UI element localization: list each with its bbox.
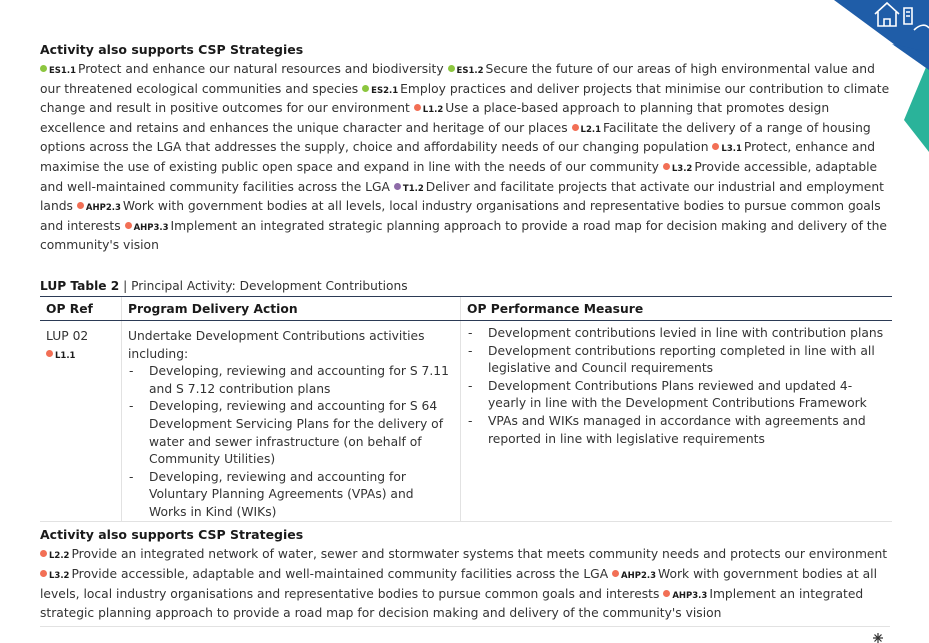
- strategy-text: Employ practices and deliver projects that minimise our contribution to climate change and result in positive outcomes for our environment: [40, 81, 890, 116]
- strategy-code: L2.1: [580, 124, 602, 135]
- table-caption-title: LUP Table 2: [40, 278, 120, 293]
- purple-dot-icon: [394, 183, 401, 190]
- orange-dot-icon: [40, 570, 47, 577]
- table-caption-subtitle: | Principal Activity: Development Contributions: [119, 278, 408, 293]
- strategy-text: Protect and enhance our natural resources and biodiversity: [78, 62, 444, 76]
- measure-item: - Development Contributions Plans reviewed and updated 4-yearly in line with the Development Contributions Framework: [467, 378, 886, 413]
- strategy-text: Facilitate the delivery of a range of housing options across the LGA that addresses the supply, choice and affordability needs of our changing population: [40, 120, 871, 155]
- page-content: [40, 42, 892, 623]
- strategy-code: ES1.1: [49, 66, 76, 76]
- corner-teal-shape: [904, 60, 929, 152]
- strategy-text: Provide accessible, adaptable and well-maintained community facilities across the LGA: [40, 159, 878, 194]
- asterisk-icon: [873, 633, 883, 643]
- strategy-code: ES2.1: [371, 85, 399, 96]
- strategy-code: L2.2: [49, 551, 70, 562]
- orange-dot-icon: [663, 163, 670, 170]
- measure-item: - Development contributions levied in line with contribution plans: [467, 325, 886, 343]
- orange-dot-icon: [77, 202, 84, 209]
- green-dot-icon: [40, 65, 47, 72]
- green-dot-icon: [448, 65, 455, 72]
- strategy-text: Use a place-based approach to planning that promotes design excellence and retains and enhances the unique character and heritage of our places: [40, 101, 830, 135]
- section-heading: Activity also supports CSP Strategies: [40, 527, 304, 543]
- strategy-code: AHP3.3: [672, 590, 708, 601]
- op-ref-value: LUP 02: [46, 328, 89, 343]
- op-ref-cell: [40, 320, 122, 522]
- strategy-code: AHP3.3: [133, 222, 169, 233]
- strategy-code: ES1.2: [456, 66, 484, 76]
- principal-activity-table: [40, 296, 892, 523]
- op-performance-measure-cell: [461, 320, 893, 522]
- table-caption: [40, 279, 892, 293]
- col-header-program-delivery-action: Program Delivery Action: [122, 296, 461, 320]
- strategy-item: [40, 547, 887, 561]
- strategy-code: L3.1: [721, 144, 742, 155]
- strategy-list: [40, 61, 892, 255]
- program-delivery-action-cell: [122, 320, 461, 522]
- col-header-op-ref: OP Ref: [40, 296, 122, 320]
- strategy-code: L1.2: [422, 105, 444, 116]
- green-dot-icon: [362, 85, 369, 92]
- orange-dot-icon: [125, 222, 132, 229]
- section-heading: Activity also supports CSP Strategies: [40, 42, 304, 57]
- strategy-text: Provide accessible, adaptable and well-maintained community facilities across the LGA: [71, 567, 609, 582]
- footer-divider: [40, 626, 890, 627]
- strategy-code: AHP2.3: [85, 203, 121, 214]
- action-intro: Undertake Development Contributions activities including:: [128, 328, 425, 361]
- orange-dot-icon: [612, 570, 619, 577]
- strategy-text: Implement an integrated strategic planning approach to provide a road map for decision making and delivery of the community's vision: [40, 586, 864, 621]
- measure-item: - VPAs and WIKs managed in accordance with agreements and reported in line with legislative requirements: [467, 413, 886, 448]
- strategy-item: [40, 219, 887, 253]
- strategy-text: Protect, enhance and maximise the use of existing public open space and expand in line with the needs of our community: [40, 140, 876, 174]
- orange-dot-icon: [46, 350, 53, 357]
- strategy-code: L3.2: [49, 571, 70, 582]
- action-item: - Developing, reviewing and accounting for S 64 Development Servicing Plans for the delivery of water and sewer infrastructure (on behalf of Community Utilities): [128, 398, 454, 468]
- orange-dot-icon: [572, 124, 579, 131]
- op-ref-strategy: [46, 346, 115, 366]
- orange-dot-icon: [40, 550, 47, 557]
- strategy-code: AHP2.3: [621, 571, 657, 582]
- strategy-text: Work with government bodies at all levels, local industry organisations and representative bodies to pursue common goals and interests: [40, 199, 881, 233]
- orange-dot-icon: [712, 143, 719, 150]
- measure-item: - Development contributions reporting completed in line with all legislative and Council requirements: [467, 343, 886, 378]
- strategy-text: Secure the future of our areas of high environmental value and our threatened ecological communities and species: [40, 62, 875, 96]
- orange-dot-icon: [414, 104, 421, 111]
- strategy-text: Work with government bodies at all levels, local industry organisations and representative bodies to pursue common goals and interests: [40, 567, 878, 601]
- orange-dot-icon: [663, 590, 670, 597]
- measure-list: [467, 325, 886, 448]
- strategy-code: T1.2: [402, 183, 424, 194]
- strategy-text: Provide an integrated network of water, sewer and stormwater systems that meets community needs and protects our environment: [71, 547, 888, 562]
- strategy-text: Deliver and facilitate projects that activate our industrial and employment lands: [40, 179, 884, 214]
- table-row: [40, 320, 892, 522]
- table-header-row: [40, 296, 892, 320]
- strategy-item: [40, 62, 444, 76]
- col-header-op-performance-measure: OP Performance Measure: [461, 296, 893, 320]
- strategy-item: [40, 567, 608, 581]
- strategy-list: [40, 546, 892, 622]
- strategy-code: L3.2: [671, 163, 693, 174]
- action-list: [128, 363, 454, 521]
- strategy-text: Implement an integrated strategic planning approach to provide a road map for decision making and delivery of the community's vision: [40, 218, 887, 253]
- action-item: - Developing, reviewing and accounting for Voluntary Planning Agreements (VPAs) and Works in Kind (WIKs): [128, 469, 454, 522]
- strategy-code: L1.1: [55, 350, 76, 361]
- action-item: - Developing, reviewing and accounting for S 7.11 and S 7.12 contribution plans: [128, 363, 454, 398]
